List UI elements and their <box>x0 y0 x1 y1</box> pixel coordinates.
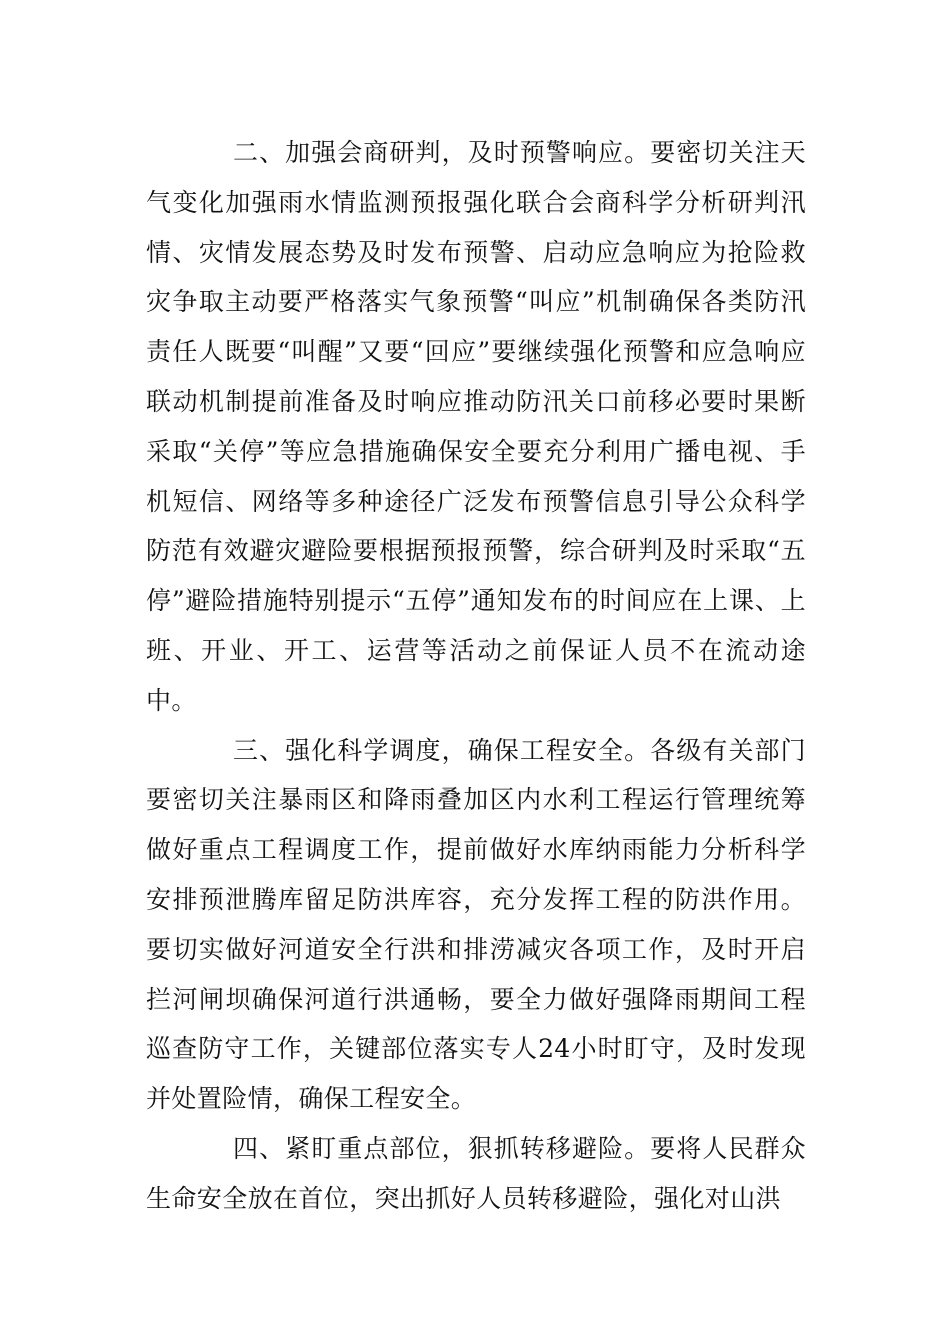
paragraph-section-three: 三、强化科学调度，确保工程安全。各级有关部门要密切关注暴雨区和降雨叠加区内水利工程运行管理统筹做好重点工程调度工作，提前做好水库纳雨能力分析科学安排预泄腾库留足防洪库容，充分发挥工程的防洪作用。要切实做好河道安全行洪和排涝减灾各项工作，及时开启拦河闸坝确保河道行洪通畅，要全力做好强降雨期间工程巡查防守工作，关键部位落实专人24小时盯守，及时发现并处置险情，确保工程安全。 <box>146 735 806 1114</box>
paragraph-section-four: 四、紧盯重点部位，狠抓转移避险。要将人民群众生命安全放在首位，突出抓好人员转移避险，强化对山洪 <box>146 1133 806 1213</box>
paragraph-section-two: 二、加强会商研判，及时预警响应。要密切关注天气变化加强雨水情监测预报强化联合会商科学分析研判汛情、灾情发展态势及时发布预警、启动应急响应为抢险救灾争取主动要严格落实气象预警“叫应”机制确保各类防汛责任人既要“叫醒”又要“回应”要继续强化预警和应急响应联动机制提前准备及时响应推动防汛关口前移必要时果断采取“关停”等应急措施确保安全要充分利用广播电视、手机短信、网络等多种途径广泛发布预警信息引导公众科学防范有效避灾避险要根据预报预警，综合研判及时采取“五停”避险措施特别提示“五停”通知发布的时间应在上课、上班、开业、开工、运营等活动之前保证人员不在流动途中。 <box>146 138 806 715</box>
document-body <box>146 128 806 1224</box>
